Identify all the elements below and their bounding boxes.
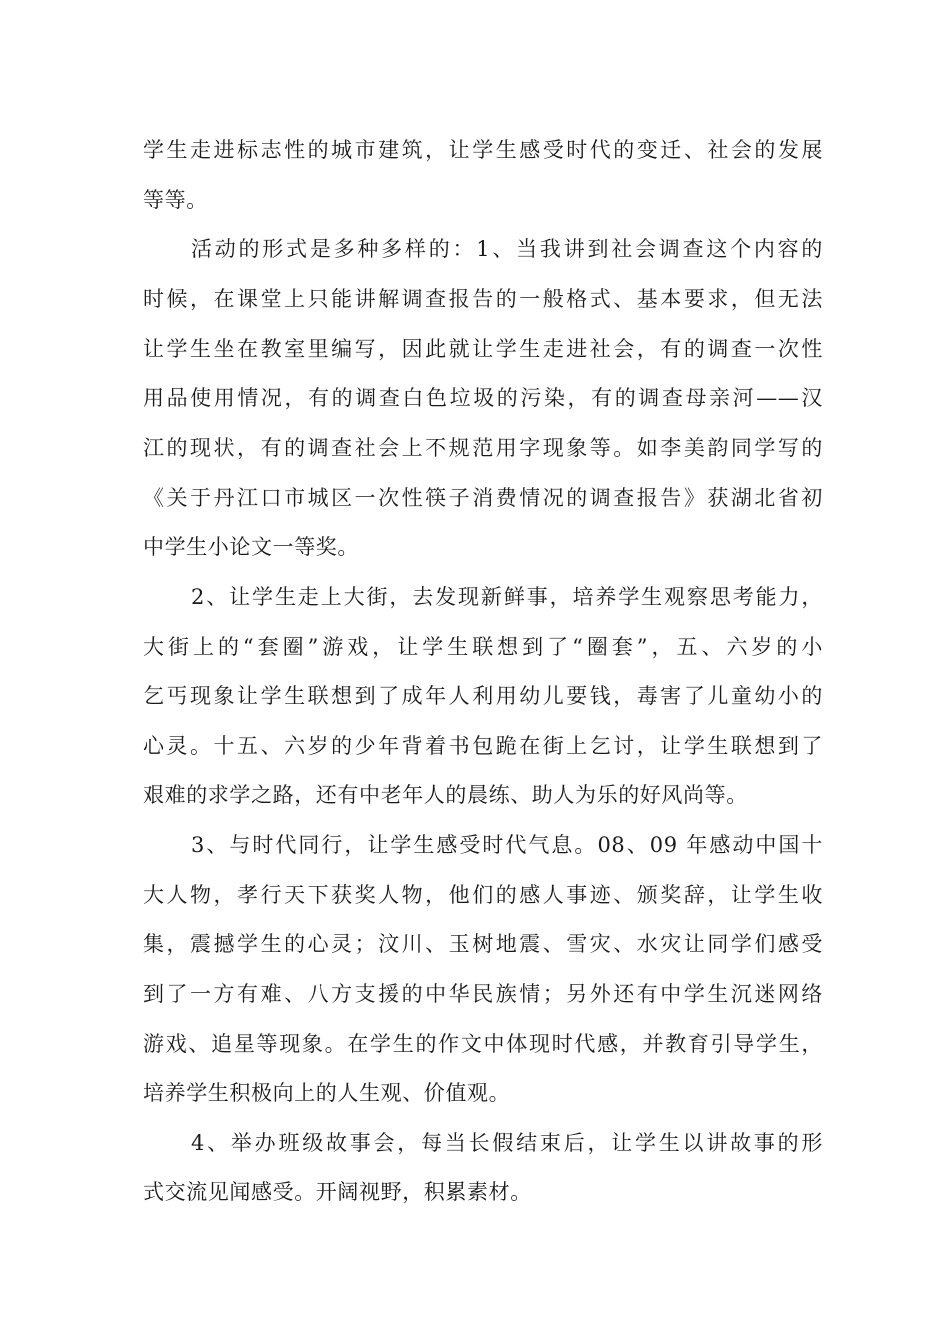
- text-line: 让学生坐在教室里编写，因此就让学生走进社会，有的调查一次性: [143, 337, 823, 361]
- paragraph-first-line: 4、举办班级故事会，每当长假结束后，让学生以讲故事的形: [191, 1131, 823, 1155]
- text-line: 培养学生积极向上的人生观、价值观。: [143, 1081, 511, 1105]
- paragraph-first-line: 2、让学生走上大街，去发现新鲜事，培养学生观察思考能力，: [191, 585, 823, 609]
- text-line: 《关于丹江口市城区一次性筷子消费情况的调查报告》获湖北省初: [143, 486, 823, 510]
- text-line: 到了一方有难、八方支援的中华民族情；另外还有中学生沉迷网络: [143, 982, 823, 1006]
- text-line: 大人物，孝行天下获奖人物，他们的感人事迹、颁奖辞，让学生收: [143, 883, 823, 907]
- text-line: 艰难的求学之路，还有中老年人的晨练、助人为乐的好风尚等。: [143, 783, 748, 807]
- text-line: 集，震撼学生的心灵；汶川、玉树地震、雪灾、水灾让同学们感受: [143, 932, 823, 956]
- text-line: 学生走进标志性的城市建筑，让学生感受时代的变迁、社会的发展: [143, 138, 823, 162]
- text-line: 乞丐现象让学生联想到了成年人利用幼儿要钱，毒害了儿童幼小的: [143, 684, 823, 708]
- text-line: 心灵。十五、六岁的少年背着书包跪在街上乞讨，让学生联想到了: [143, 734, 823, 758]
- text-line: 等等。: [143, 188, 208, 212]
- text-line: 江的现状，有的调查社会上不规范用字现象等。如李美韵同学写的: [143, 436, 823, 460]
- text-line: 游戏、追星等现象。在学生的作文中体现时代感，并教育引导学生，: [143, 1032, 823, 1056]
- text-line: 大街上的“套圈”游戏，让学生联想到了“圈套”，五、六岁的小: [143, 635, 823, 659]
- text-line: 式交流见闻感受。开阔视野，积累素材。: [143, 1180, 532, 1204]
- paragraph-first-line: 活动的形式是多种多样的：1、当我讲到社会调查这个内容的: [191, 237, 823, 261]
- text-line: 时候，在课堂上只能讲解调查报告的一般格式、基本要求，但无法: [143, 287, 823, 311]
- paragraph-first-line: 3、与时代同行，让学生感受时代气息。08、09 年感动中国十: [191, 833, 823, 857]
- text-line: 中学生小论文一等奖。: [143, 535, 359, 559]
- text-line: 用品使用情况，有的调查白色垃圾的污染，有的调查母亲河——汉: [143, 386, 823, 410]
